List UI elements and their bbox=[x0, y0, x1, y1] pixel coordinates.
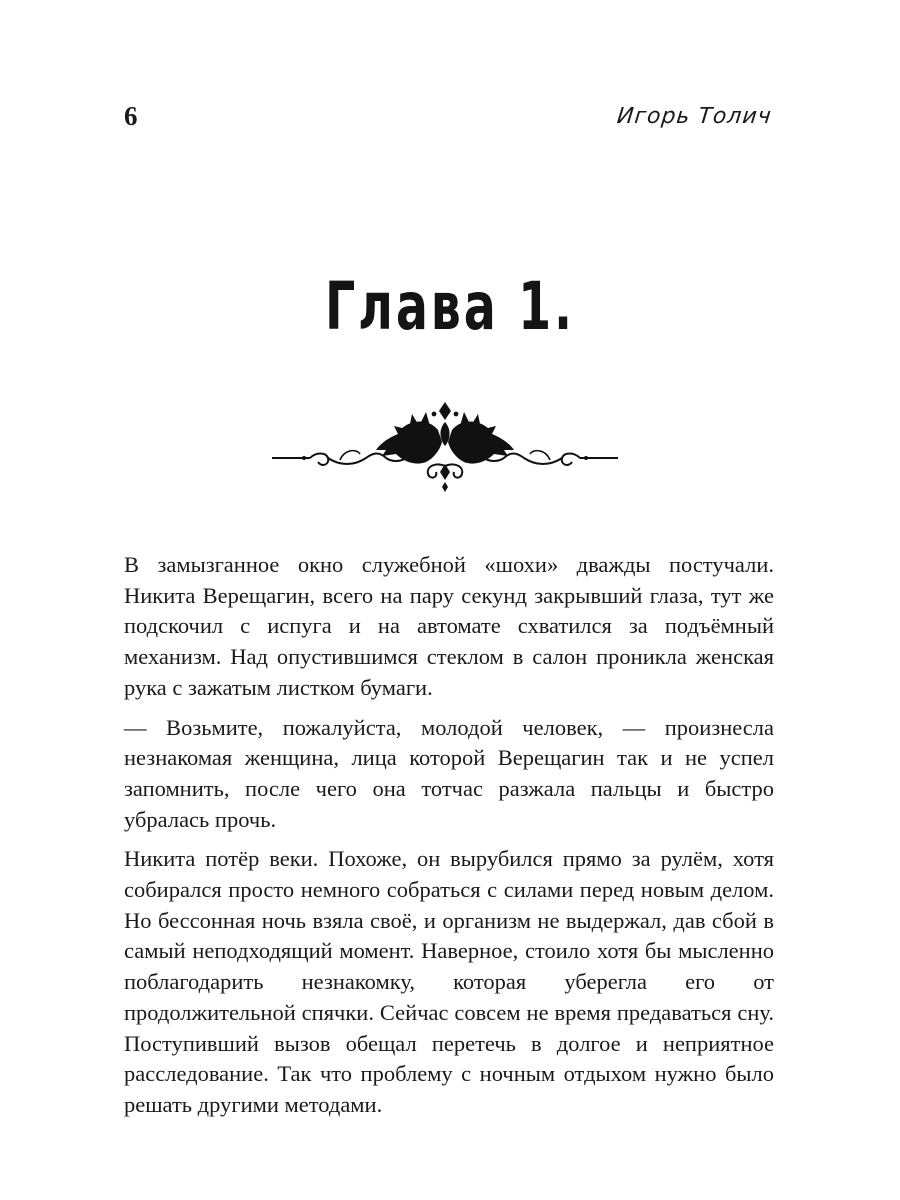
paragraph-2: — Возьмите, пожалуйста, молодой человек, — произнесла незнакомая женщина, лица которой Верещагин так и не успел запомнить, после чего она тотчас разжала пальцы и быстро убралась прочь. bbox=[124, 714, 774, 832]
page-number: 6 bbox=[124, 101, 138, 131]
paragraph-1: В замызганное окно служебной «шохи» дважды постучали. Никита Верещагин, всего на пару секунд закрывший глаза, тут же подскочил с испуга и на автомате схватился за подъёмный механизм. Над опустившимся стеклом в салон проникла женская рука с зажатым листком бумаги. bbox=[124, 552, 774, 700]
paragraph-3: Никита потёр веки. Похоже, он вырубился прямо за рулём, хотя собирался просто немного собраться с силами перед новым делом. Но бессонная ночь взяла своё, и организм не выдержал, дав сбой в самый неподходящий момент. Наверное, стоило хотя бы мысленно поблагодарить незнакомку, которая уберегла его от продолжительной спячки. Сейчас совсем не время предаваться сну. Поступивший вызов обещал перетечь в долгое и неприятное расследование. Так что проблему с ночным отдыхом нужно было решать другими методами. bbox=[124, 846, 774, 1117]
chapter-title: Глава 1. bbox=[325, 268, 575, 345]
twin-wolves-scroll-ornament-icon bbox=[270, 400, 620, 496]
chapter-body-text bbox=[124, 550, 774, 1130]
running-head-author: Игорь Толич bbox=[616, 104, 774, 129]
